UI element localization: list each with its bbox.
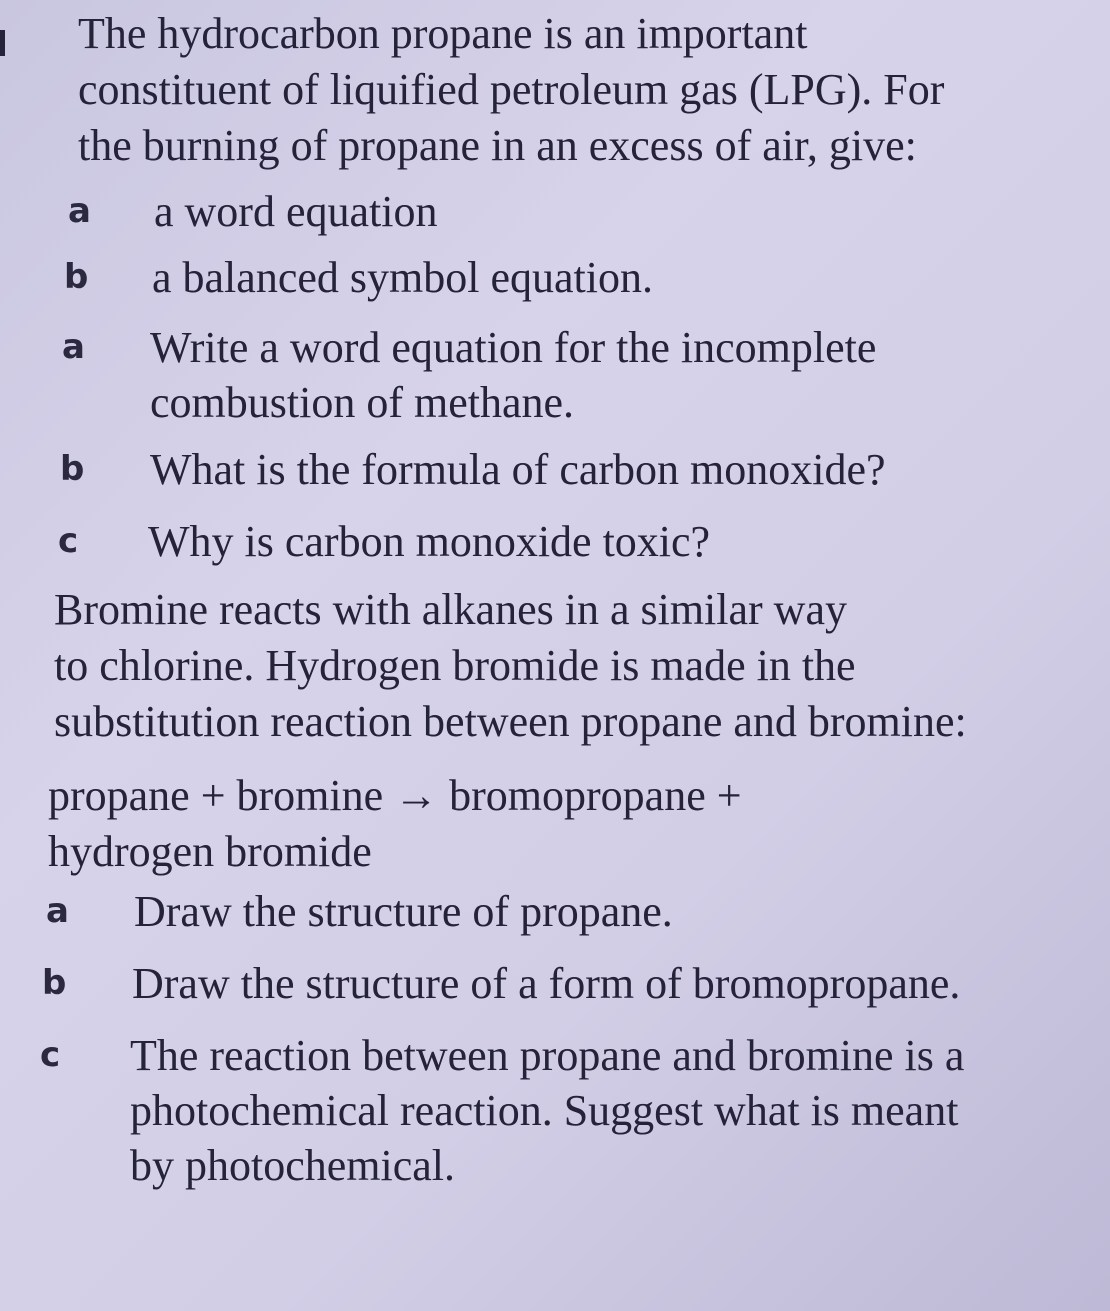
part-text — [150, 320, 876, 430]
question-number-mark — [0, 30, 5, 56]
q3-stem — [54, 582, 967, 750]
part-text — [134, 884, 673, 939]
q1-stem — [78, 6, 944, 174]
part-text-line: by photochemical. — [130, 1141, 456, 1190]
part-letter: c — [58, 521, 79, 561]
part-text-line: Why is carbon monoxide toxic? — [148, 517, 711, 566]
part-letter: b — [64, 257, 89, 297]
part-letter: c — [40, 1035, 61, 1075]
part-text-line: What is the formula of carbon monoxide? — [150, 445, 886, 494]
equation-line: propane + bromine → bromopropane + — [48, 771, 742, 820]
q3-stem-line: to chlorine. Hydrogen bromide is made in the — [54, 641, 856, 690]
part-letter: a — [62, 327, 85, 367]
part-text-line: The reaction between propane and bromine is a — [130, 1031, 965, 1080]
part-text — [150, 442, 886, 497]
part-text-line: a word equation — [154, 187, 438, 236]
q1-stem-line: constituent of liquified petroleum gas (LPG). For — [78, 65, 945, 114]
part-letter: b — [60, 449, 85, 489]
q3-stem-line: substitution reaction between propane and bromine: — [54, 697, 967, 746]
part-text-line: Draw the structure of propane. — [134, 887, 673, 936]
part-text — [148, 514, 710, 569]
equation-line: hydrogen bromide — [48, 827, 372, 876]
part-letter: a — [68, 191, 91, 231]
part-text — [132, 956, 960, 1011]
part-text-line: Draw the structure of a form of bromopropane. — [132, 959, 961, 1008]
word-equation — [48, 768, 742, 880]
part-text — [130, 1028, 964, 1193]
part-text — [152, 250, 653, 305]
q1-stem-line: the burning of propane in an excess of air, give: — [78, 121, 917, 170]
part-letter: a — [46, 891, 69, 931]
q1-stem-line: The hydrocarbon propane is an important — [78, 9, 808, 58]
part-text-line: Write a word equation for the incomplete — [150, 323, 877, 372]
part-text — [154, 184, 437, 239]
q3-stem-line: Bromine reacts with alkanes in a similar way — [54, 585, 847, 634]
part-text-line: photochemical reaction. Suggest what is meant — [130, 1086, 959, 1135]
part-text-line: combustion of methane. — [150, 378, 575, 427]
part-letter: b — [42, 963, 67, 1003]
part-text-line: a balanced symbol equation. — [152, 253, 653, 302]
